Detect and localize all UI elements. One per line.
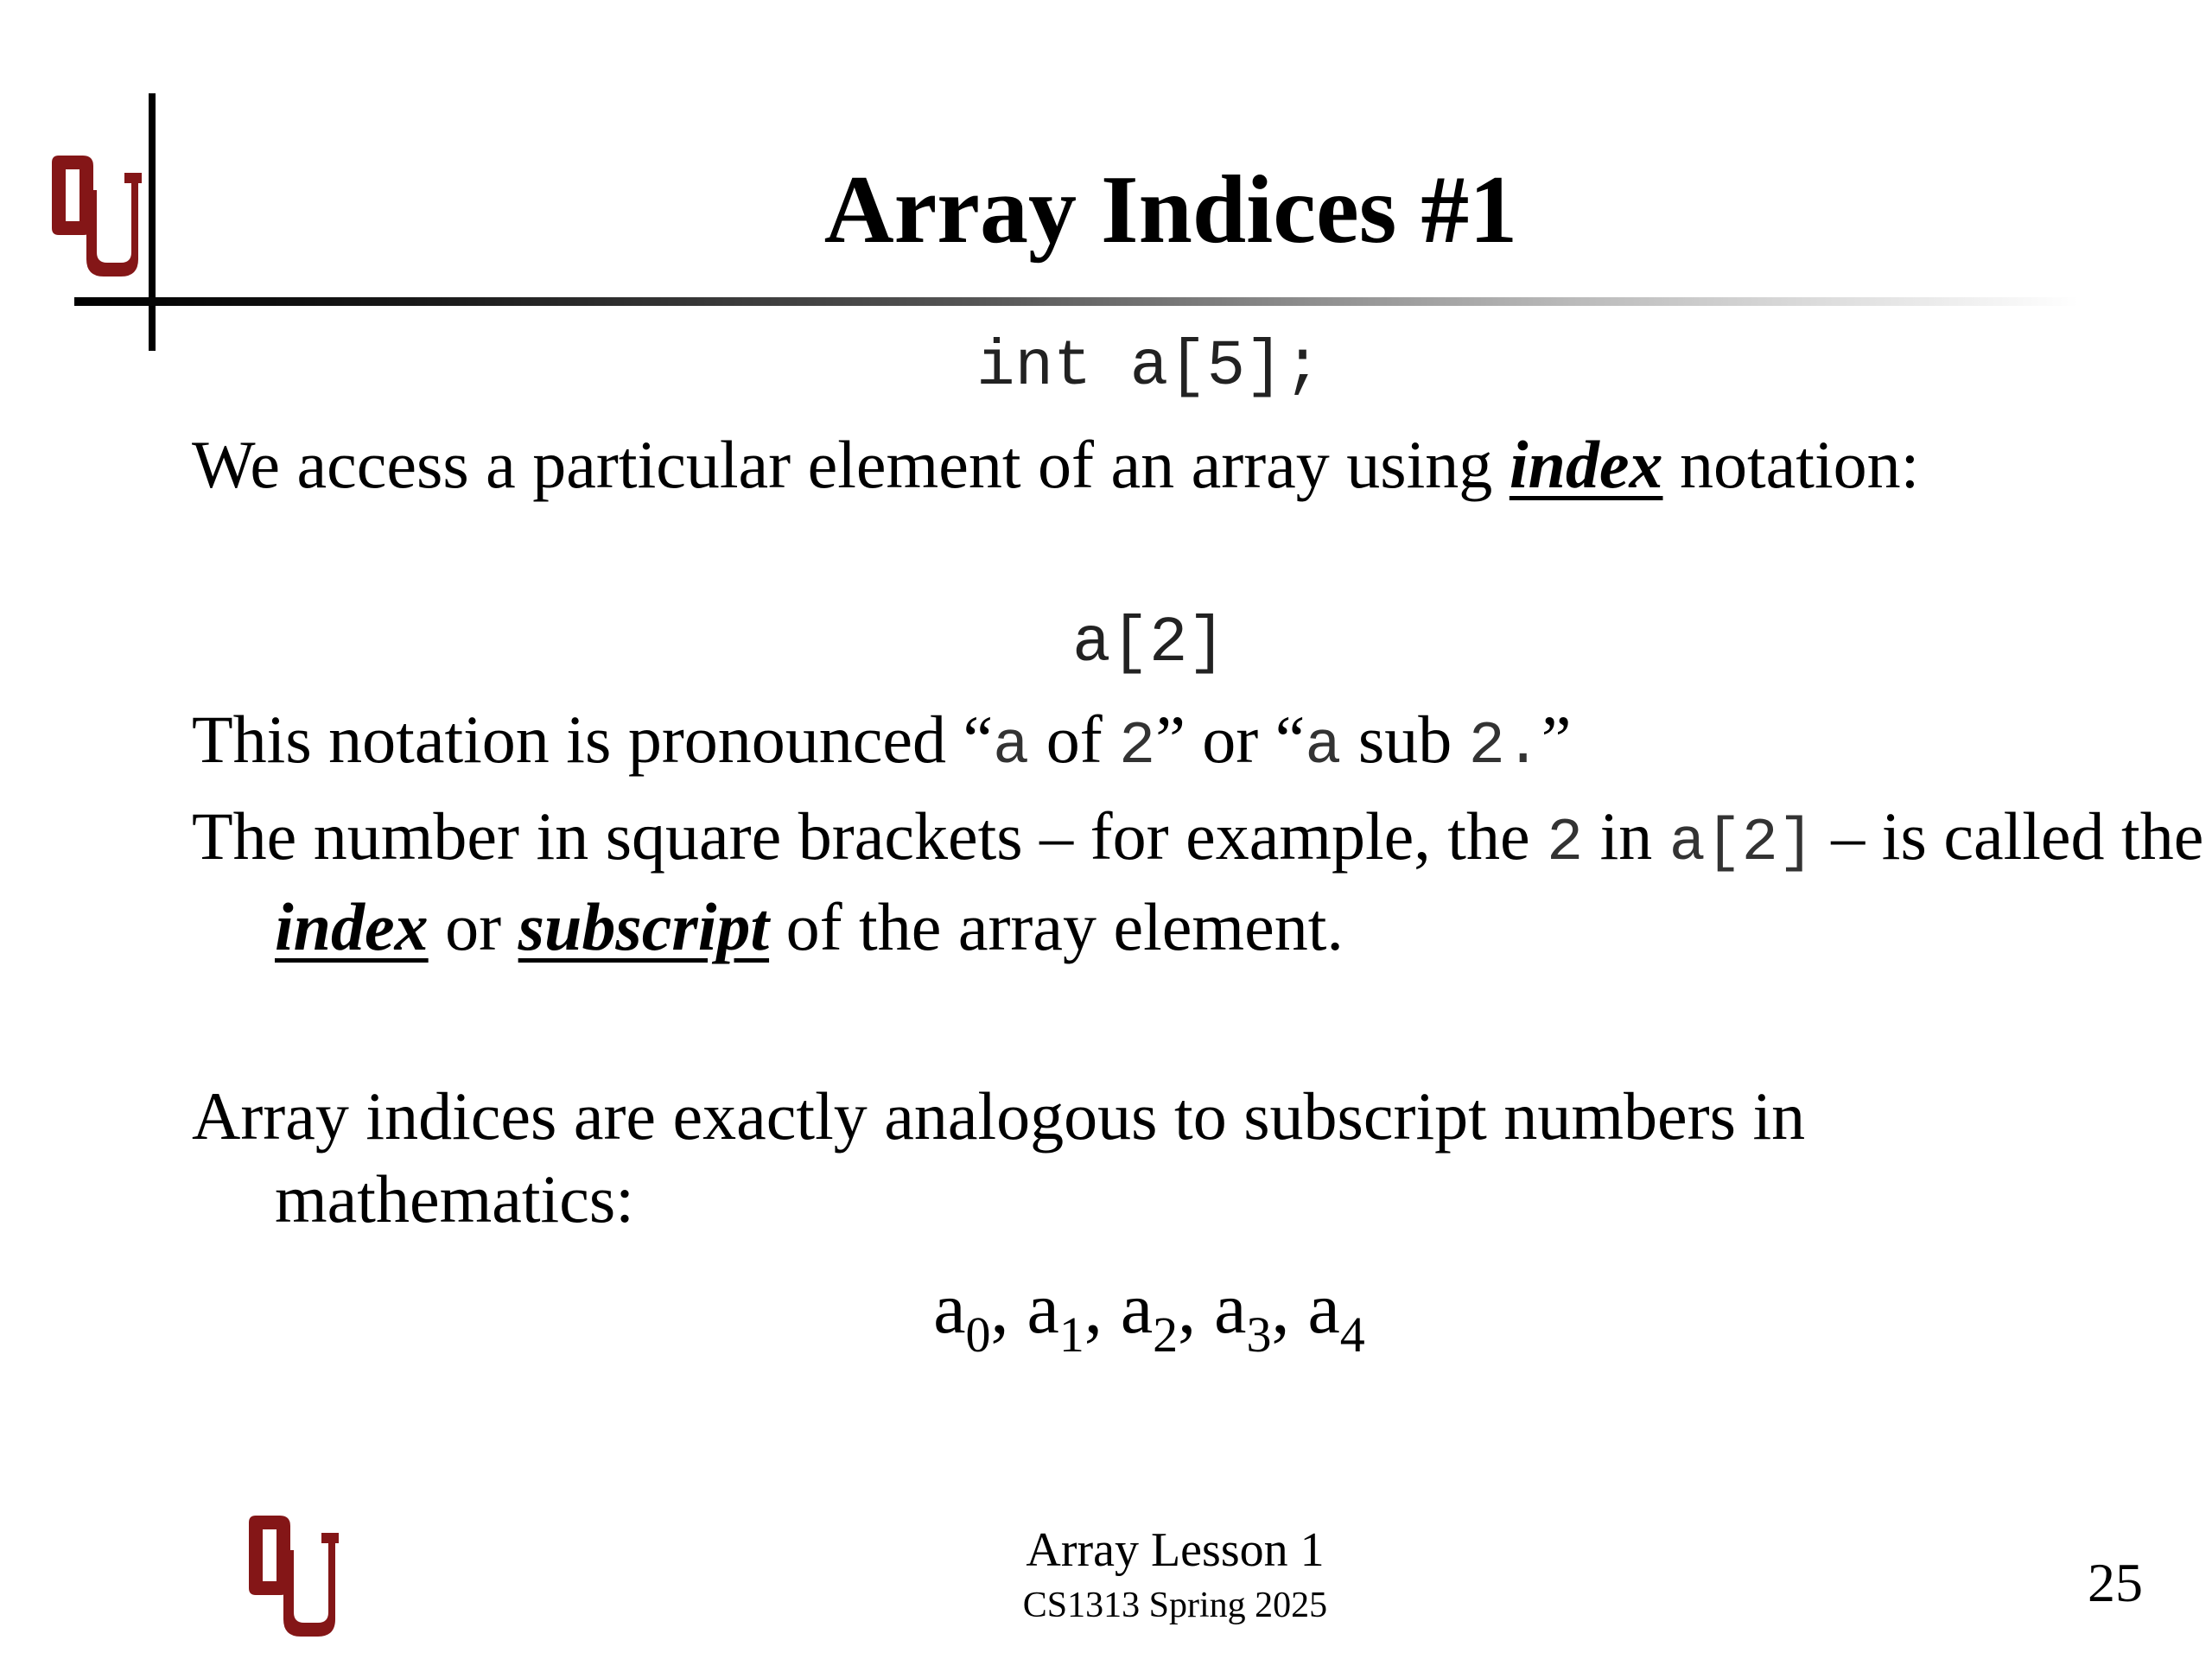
paragraph-text: ” or “ [1155, 702, 1306, 777]
inline-code: a [1305, 713, 1342, 781]
math-term-subscript: 3 [1246, 1306, 1272, 1363]
ou-logo-icon [45, 152, 142, 280]
paragraph-text: or [428, 889, 518, 964]
math-term-base: a [1120, 1268, 1154, 1349]
header-horizontal-rule [74, 297, 2079, 306]
paragraph-subscript-definition [192, 795, 2212, 969]
math-term-base: a [933, 1268, 966, 1349]
math-term-base: a [1307, 1268, 1340, 1349]
paragraph-text: We access a particular element of an array using [192, 427, 1510, 502]
term-index: index [275, 889, 429, 964]
paragraph-text: sub [1341, 702, 1469, 777]
math-term-subscript: 0 [965, 1306, 991, 1363]
math-term-subscript: 1 [1058, 1306, 1084, 1363]
paragraph-text: ” [1541, 702, 1572, 777]
math-term [1307, 1268, 1365, 1363]
math-separator: , [1178, 1268, 1215, 1349]
paragraph-text: in [1583, 798, 1669, 874]
inline-code: a [993, 713, 1030, 781]
paragraph-text: – is called the [1814, 798, 2204, 874]
inline-code: 2 [1119, 713, 1156, 781]
paragraph-text: of the array element. [769, 889, 1344, 964]
term-index: index [1509, 427, 1663, 502]
math-term [933, 1268, 991, 1363]
paragraph-math-analogy: Array indices are exactly analogous to subscript numbers in mathematics: [192, 1078, 1806, 1236]
paragraph-text: This notation is pronounced “ [192, 702, 994, 777]
math-term [1120, 1268, 1179, 1363]
math-subscript-sequence [864, 1262, 1434, 1363]
math-term-subscript: 2 [1153, 1306, 1179, 1363]
page-number: 25 [2088, 1552, 2143, 1613]
footer-course-name: CS1313 Spring 2025 [1022, 1586, 1328, 1625]
paragraph-index-notation [192, 423, 2176, 506]
math-term [1214, 1268, 1272, 1363]
code-example: a[2] [1072, 607, 1226, 680]
math-term-base: a [1027, 1268, 1059, 1349]
paragraph-text: of [1029, 702, 1120, 777]
term-subscript: subscript [518, 889, 770, 964]
footer-lesson-title: Array Lesson 1 [1026, 1523, 1325, 1577]
inline-code: 2. [1468, 713, 1541, 781]
inline-code: a[2] [1669, 810, 1815, 878]
inline-code: 2 [1547, 810, 1584, 878]
math-term-base: a [1214, 1268, 1247, 1349]
paragraph-text: The number in square brackets – for example, the [192, 798, 1548, 874]
math-term [1027, 1268, 1084, 1363]
ou-logo-icon [242, 1512, 339, 1640]
paragraph-text: notation: [1662, 427, 1920, 502]
slide-title: Array Indices #1 [823, 156, 1518, 264]
code-declaration: int a[5]; [976, 331, 1322, 404]
header-vertical-rule [149, 93, 156, 351]
math-separator: , [990, 1268, 1027, 1349]
math-term-subscript: 4 [1339, 1306, 1365, 1363]
math-separator: , [1271, 1268, 1308, 1349]
paragraph-pronunciation [192, 698, 2212, 789]
math-separator: , [1084, 1268, 1121, 1349]
